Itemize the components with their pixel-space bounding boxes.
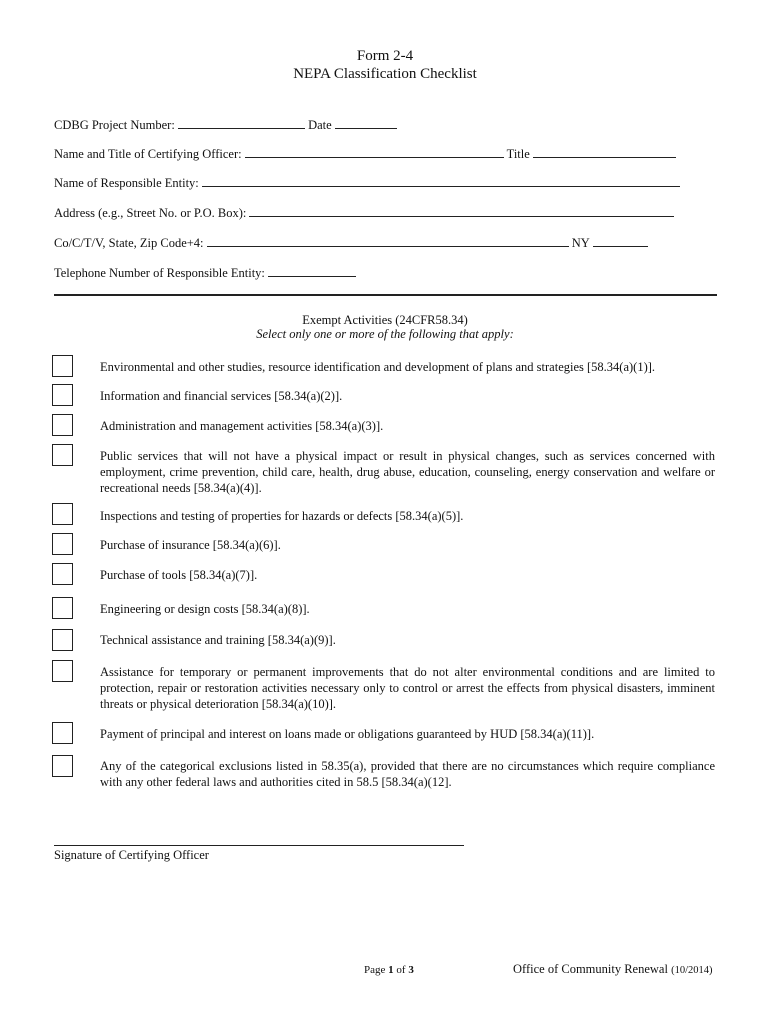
checklist-item-3: Administration and management activities [58.34(a)(3)].: [100, 419, 384, 433]
signature-label: Signature of Certifying Officer: [54, 848, 209, 862]
checkbox-item-12[interactable]: [52, 755, 73, 777]
checklist-item-9: Technical assistance and training [58.34(a)(9)].: [100, 633, 336, 647]
date-label: Date: [308, 118, 332, 132]
officer-label: Name and Title of Certifying Officer:: [54, 147, 242, 161]
section-divider: [54, 294, 717, 296]
checklist-item-8: Engineering or design costs [58.34(a)(8)].: [100, 602, 310, 616]
signature-field[interactable]: [54, 845, 464, 846]
officer-title-field[interactable]: [533, 145, 676, 158]
checklist-item-7: Purchase of tools [58.34(a)(7)].: [100, 568, 258, 582]
checkbox-item-9[interactable]: [52, 629, 73, 651]
page-number: [364, 964, 414, 976]
checklist-item-4: Public services that will not have a physical impact or result in physical changes, such as services concerned with employment, crime prevention, child care, health, drug abuse, education, counseling, energy conservation and welfare or recreational needs [58.34(a)(4)].: [100, 449, 715, 495]
checkbox-item-6[interactable]: [52, 533, 73, 555]
checklist-item-5: Inspections and testing of properties for hazards or defects [58.34(a)(5)].: [100, 509, 464, 523]
checkbox-item-10[interactable]: [52, 660, 73, 682]
checklist-item-12: Any of the categorical exclusions listed in 58.35(a), provided that there are no circumstances which require compliance with any other federal laws and authorities cited in 58.5 [58.34(a)(12].: [100, 759, 715, 789]
telephone-label: Telephone Number of Responsible Entity:: [54, 266, 265, 280]
checklist-item-6: Purchase of insurance [58.34(a)(6)].: [100, 538, 281, 552]
checkbox-item-7[interactable]: [52, 563, 73, 585]
telephone-field[interactable]: [268, 264, 356, 277]
city-label: Co/C/T/V, State, Zip Code+4:: [54, 236, 204, 250]
checklist-item-2: Information and financial services [58.34(a)(2)].: [100, 389, 343, 403]
project-number-row: [54, 116, 397, 133]
checkbox-item-1[interactable]: [52, 355, 73, 377]
address-field[interactable]: [249, 204, 674, 217]
date-field[interactable]: [335, 116, 397, 129]
address-row: [54, 204, 674, 221]
form-number: Form 2-4: [356, 48, 414, 64]
form-title: NEPA Classification Checklist: [293, 66, 477, 82]
project-number-field[interactable]: [178, 116, 305, 129]
state-value: NY: [571, 236, 590, 250]
checkbox-item-8[interactable]: [52, 597, 73, 619]
page-prefix: Page: [364, 964, 389, 976]
title-label: Title: [506, 147, 530, 161]
section-title: Exempt Activities (24CFR58.34): [302, 313, 468, 327]
page-mid: of: [393, 964, 409, 976]
checkbox-item-4[interactable]: [52, 444, 73, 466]
city-row: [54, 234, 648, 251]
project-number-label: CDBG Project Number:: [54, 118, 175, 132]
office-name: Office of Community Renewal: [513, 962, 668, 976]
page-total: 3: [408, 964, 414, 976]
section-instruction: Select only one or more of the following that apply:: [256, 327, 514, 341]
revision-date: (10/2014): [671, 965, 713, 976]
entity-field[interactable]: [202, 174, 680, 187]
telephone-row: [54, 264, 356, 281]
city-field[interactable]: [207, 234, 569, 247]
checklist-item-1: Environmental and other studies, resource identification and development of plans and strategies [58.34(a)(1)].: [100, 360, 656, 374]
office-footer: [513, 962, 713, 977]
checkbox-item-11[interactable]: [52, 722, 73, 744]
zip-field[interactable]: [593, 234, 648, 247]
checklist-item-10: Assistance for temporary or permanent improvements that do not alter environmental conditions and are limited to protection, repair or restoration activities necessary only to control or arrest the effects from physical disasters, imminent threats or physical deterioration [58.34(a)(10)].: [100, 665, 715, 711]
checkbox-item-5[interactable]: [52, 503, 73, 525]
page-current: 1: [388, 964, 394, 976]
officer-name-field[interactable]: [245, 145, 504, 158]
checklist-item-11: Payment of principal and interest on loans made or obligations guaranteed by HUD [58.34(a)(11)].: [100, 727, 595, 741]
entity-label: Name of Responsible Entity:: [54, 176, 199, 190]
address-label: Address (e.g., Street No. or P.O. Box):: [54, 206, 247, 220]
checkbox-item-2[interactable]: [52, 384, 73, 406]
officer-row: [54, 145, 676, 162]
checkbox-item-3[interactable]: [52, 414, 73, 436]
entity-row: [54, 174, 680, 191]
